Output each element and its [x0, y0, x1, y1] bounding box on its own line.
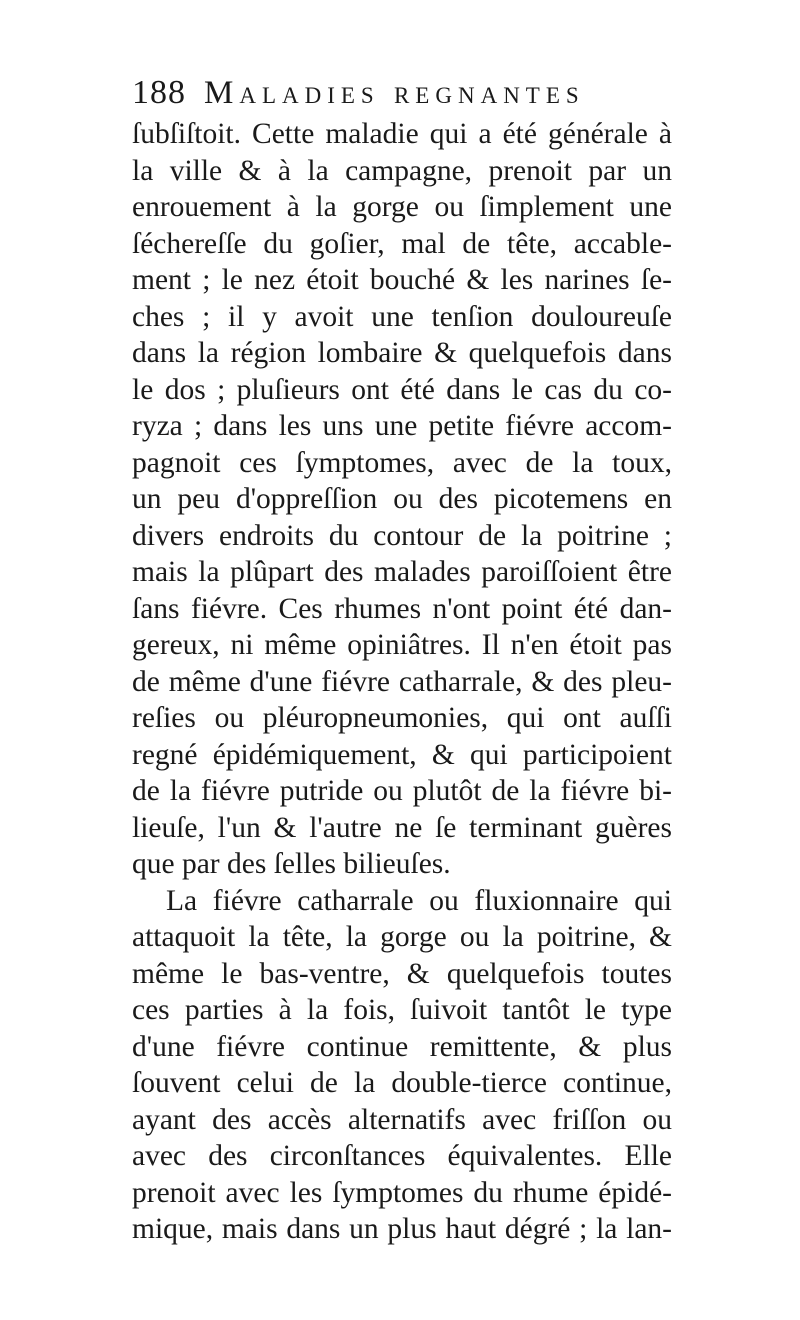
text-line: même le bas-ventre, & quelquefois toutes [132, 957, 672, 990]
text-line: que par des ſelles bilieuſes. [132, 848, 451, 880]
text-line: mique, mais dans un plus haut dégré ; la lan- [132, 1213, 672, 1245]
text-line: enrouement à la gorge ou ſimplement une [132, 191, 672, 223]
text-line: ſéchereſſe du goſier, mal de tête, accable- [132, 227, 672, 260]
text-line: prenoit avec les ſymptomes du rhume épidé- [132, 1176, 672, 1209]
text-line: ſubſiſtoit. Cette maladie qui a été générale à [132, 118, 672, 150]
text-line: divers endroits du contour de la poitrine ; [132, 519, 672, 552]
text-line: mais la plûpart des malades paroiſſoient être [132, 556, 672, 588]
text-line: ſouvent celui de la double-tierce continue, [132, 1067, 672, 1099]
text-line: de la fiévre putride ou plutôt de la fiévre bi- [132, 775, 672, 807]
text-line: pagnoit ces ſymptomes, avec de la toux, [132, 446, 672, 479]
text-line: regné épidémiquement, & qui participoient [132, 738, 672, 771]
text-line: ches ; il y avoit une tenſion douloureuſe [132, 300, 672, 333]
text-line: la ville & à la campagne, prenoit par un [132, 154, 672, 187]
text-line: ſans fiévre. Ces rhumes n'ont point été dan- [132, 592, 672, 625]
text-line: un peu d'oppreſſion ou des picotemens en [132, 483, 672, 515]
text-line: attaquoit la tête, la gorge ou la poitrine, & [132, 921, 672, 953]
text-line: d'une fiévre continue remittente, & plus [132, 1030, 672, 1063]
text-line: lieuſe, l'un & l'autre ne ſe terminant guères [132, 811, 672, 844]
text-line: le dos ; pluſieurs ont été dans le cas du co- [132, 373, 672, 406]
text-line: ces parties à la fois, ſuivoit tantôt le type [132, 994, 672, 1026]
body-text [132, 116, 672, 1248]
text-line: ayant des accès alternatifs avec friſſon ou [132, 1103, 672, 1136]
text-line: ryza ; dans les uns une petite fiévre accom- [132, 410, 672, 442]
running-head [132, 74, 672, 118]
text-line: avec des circonſtances équivalentes. Elle [132, 1140, 672, 1172]
text-line: dans la région lombaire & quelquefois dans [132, 337, 672, 369]
text-line: de même d'une fiévre catharrale, & des pleu- [132, 665, 672, 698]
text-line: La fiévre catharrale ou fluxionnaire qui [166, 884, 672, 917]
text-line: reſies ou pléuropneumonies, qui ont auſſi [132, 702, 672, 734]
text-line: gereux, ni même opiniâtres. Il n'en étoit pas [132, 629, 672, 661]
text-line: ment ; le nez étoit bouché & les narines ſe- [132, 264, 672, 296]
running-title: Maladies regnantes [204, 75, 585, 111]
page-number: 188 [132, 74, 186, 111]
